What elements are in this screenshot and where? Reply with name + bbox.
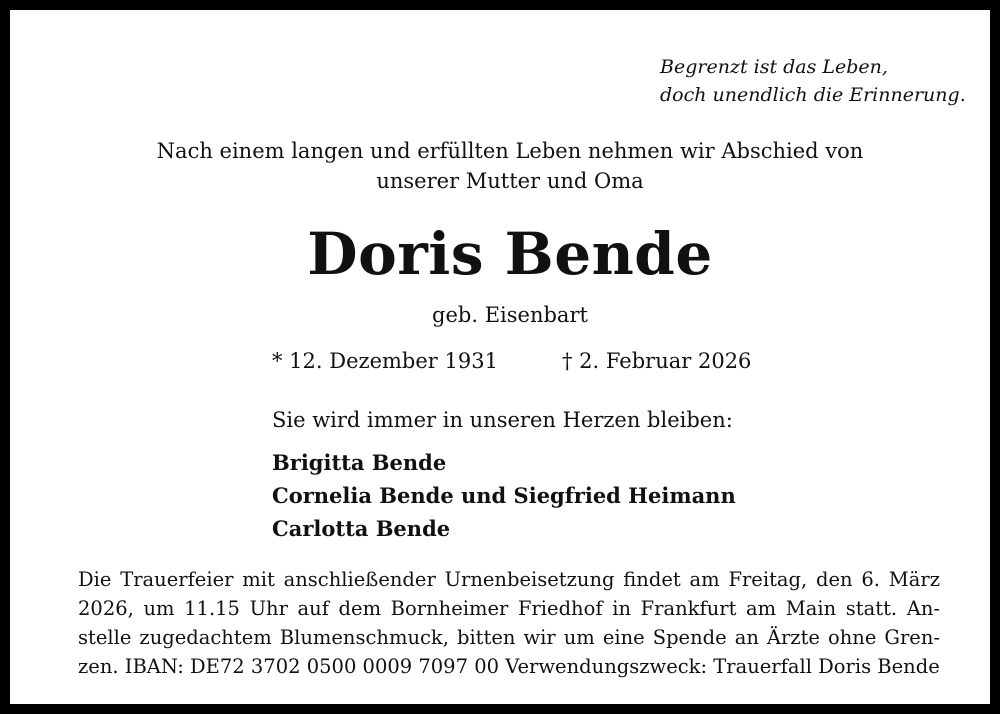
motto-line-1: Begrenzt ist das Leben, xyxy=(660,56,888,78)
mourner-name: Carlotta Bende xyxy=(272,516,451,541)
birth-date: * 12. Dezember 1931 xyxy=(272,349,498,373)
intro-line-2: unserer Mutter und Oma xyxy=(376,169,644,193)
mourner-name: Brigitta Bende xyxy=(272,450,447,475)
deceased-name: Doris Bende xyxy=(307,220,713,288)
motto-line-2: doch unendlich die Erinnerung. xyxy=(660,84,966,106)
notice-line: Die Trauerfeier mit anschließender Urnenbeisetzung findet am Freitag, den 6. März xyxy=(78,568,940,591)
mourners-lead: Sie wird immer in unseren Herzen bleiben: xyxy=(272,408,733,432)
notice-line: 2026, um 11.15 Uhr auf dem Bornheimer Friedhof in Frankfurt am Main statt. An- xyxy=(78,597,940,620)
death-date: † 2. Februar 2026 xyxy=(562,349,752,373)
intro-text xyxy=(10,136,1000,196)
funeral-notice xyxy=(78,565,940,681)
mourner-name: Cornelia Bende und Siegfried Heimann xyxy=(272,483,736,508)
birth-name: geb. Eisenbart xyxy=(432,303,588,327)
intro-line-1: Nach einem langen und erfüllten Leben nehmen wir Abschied von xyxy=(156,139,864,163)
motto-quote xyxy=(660,53,966,109)
notice-line: zen. IBAN: DE72 3702 0500 0009 7097 00 Verwendungszweck: Trauerfall Doris Bende xyxy=(78,655,940,678)
notice-line: stelle zugedachtem Blumenschmuck, bitten wir um eine Spende an Ärzte ohne Gren- xyxy=(78,626,940,649)
mourners-list xyxy=(272,446,736,545)
